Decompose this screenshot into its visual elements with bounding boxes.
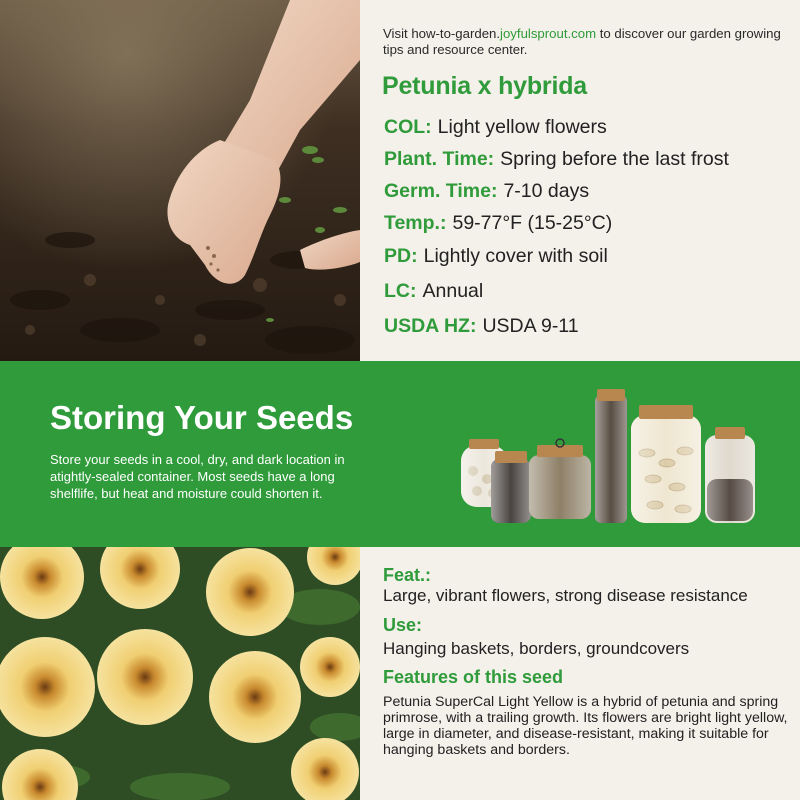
- spec-value: 7-10 days: [503, 180, 590, 202]
- spec-key: COL: [384, 116, 426, 138]
- brand-link[interactable]: joyfulsprout.com: [500, 26, 597, 41]
- spec-value: Lightly cover with soil: [423, 245, 608, 267]
- spec-plant-time: Plant. Time: Spring before the last frost: [384, 148, 729, 170]
- storing-text: Store your seeds in a cool, dry, and dark location in atightly-sealed container. Most seeds have a long shelflife, but heat and moisture could shorten it.: [50, 452, 345, 501]
- intro-text: [383, 26, 793, 58]
- seed-description: Petunia SuperCal Light Yellow is a hybrid of petunia and spring primrose, with a trailing growth. Its flowers are bright light yellow, large in diameter, and disease-resistant, making it suitable for hanging baskets and borders.: [383, 694, 788, 758]
- jar-brown-seeds: [529, 439, 591, 519]
- petunia-flowers-photo: [0, 547, 360, 800]
- spec-germ-time: Germ. Time: 7-10 days: [384, 180, 590, 202]
- spec-life-cycle: LC: Annual: [384, 280, 484, 302]
- intro-suffix: to discover our garden growing tips and resource center.: [383, 26, 781, 57]
- spec-value: USDA 9-11: [482, 315, 579, 337]
- plant-info-panel: [360, 0, 800, 361]
- jar-tall-dark-seeds: [595, 389, 627, 523]
- storing-seeds-band: [0, 361, 800, 547]
- jar-black-seeds: [491, 451, 531, 523]
- use-heading: Use:: [383, 615, 423, 635]
- spec-key: Germ. Time: [384, 180, 491, 202]
- spec-key: Plant. Time: [384, 148, 488, 170]
- spec-color: COL: Light yellow flowers: [384, 116, 607, 138]
- seed-features-heading: Features of this seed: [383, 667, 564, 687]
- species-title: Petunia x hybrida: [382, 72, 587, 100]
- spec-key: Temp.: [384, 212, 440, 234]
- spec-planting-depth: PD: Lightly cover with soil: [384, 245, 608, 267]
- spec-value: Light yellow flowers: [437, 116, 607, 138]
- spec-temperature: Temp.: 59-77°F (15-25°C): [384, 212, 613, 234]
- feat-heading: Feat.:: [383, 565, 432, 585]
- spec-value: Annual: [422, 280, 484, 302]
- spec-key: LC: [384, 280, 410, 302]
- spec-key: USDA HZ: [384, 315, 470, 337]
- spec-value: Spring before the last frost: [500, 148, 729, 170]
- storing-title: Storing Your Seeds: [50, 399, 354, 436]
- feat-text: Large, vibrant flowers, strong disease resistance: [383, 586, 748, 605]
- use-text: Hanging baskets, borders, groundcovers: [383, 639, 690, 658]
- jar-pumpkin-seeds: [631, 405, 701, 523]
- intro-prefix: Visit how-to-garden.: [383, 26, 501, 41]
- spec-value: 59-77°F (15-25°C): [452, 212, 613, 234]
- features-panel: [360, 547, 800, 800]
- spec-key: PD: [384, 245, 412, 267]
- jar-mixed-seeds: [705, 427, 755, 523]
- seed-jars-illustration: [455, 383, 765, 533]
- spec-usda-zone: USDA HZ: USDA 9-11: [384, 315, 579, 337]
- soil-hand-photo: [0, 0, 360, 361]
